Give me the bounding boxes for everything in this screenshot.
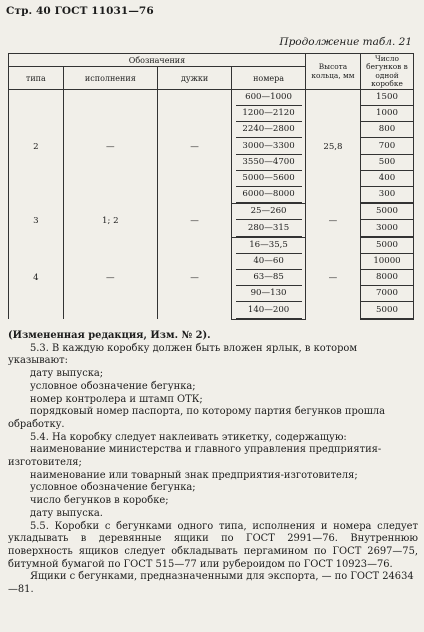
cell-number xyxy=(232,270,306,286)
number-range: 140—200 xyxy=(236,303,302,319)
text-block xyxy=(8,330,418,597)
number-range: 90—130 xyxy=(236,286,302,302)
execution-header: исполнения xyxy=(63,67,157,90)
count-value: 500 xyxy=(361,155,413,171)
cell-number xyxy=(232,286,306,302)
list-item: условное обозначение бегунка; xyxy=(30,380,196,392)
count-value: 400 xyxy=(361,171,413,187)
cell-count xyxy=(360,237,413,254)
number-range: 1200—2120 xyxy=(236,106,302,122)
cell-number xyxy=(232,106,306,122)
number-range: 3550—4700 xyxy=(236,155,302,171)
cell-number xyxy=(232,187,306,204)
cell-count xyxy=(360,204,413,221)
count-value: 10000 xyxy=(361,254,413,270)
paragraph-5-5-export: Ящики с бегунками, предназначенными для экспорта, — по ГОСТ 24634—81. xyxy=(8,571,414,596)
count-value: 5000 xyxy=(361,204,413,220)
count-value: 700 xyxy=(361,139,413,155)
number-range: 2240—2800 xyxy=(236,122,302,138)
list-item: номер контролера и штамп ОТК; xyxy=(30,393,203,405)
number-range: 5000—5600 xyxy=(236,171,302,187)
count-value: 300 xyxy=(361,187,413,203)
cell-number xyxy=(232,302,306,319)
amendment-note: (Измененная редакция, Изм. № 2). xyxy=(8,330,211,341)
cell-height: 25,8 xyxy=(305,90,360,204)
cell-count xyxy=(360,90,413,107)
table-continuation-caption: Продолжение табл. 21 xyxy=(279,36,412,48)
number-range: 40—60 xyxy=(236,254,302,270)
list-item: порядковый номер паспорта, по которому партия бегунков прошла обработку. xyxy=(8,406,386,430)
cell-type: 4 xyxy=(9,237,64,319)
cell-count xyxy=(360,106,413,122)
number-range: 600—1000 xyxy=(236,90,302,106)
count-value: 5000 xyxy=(361,303,413,319)
number-range: 280—315 xyxy=(236,221,302,237)
count-value: 8000 xyxy=(361,270,413,286)
list-item: дату выпуска; xyxy=(30,368,104,380)
paragraph-5-4: 5.4. На коробку следует наклеивать этикетку, содержащую: xyxy=(30,431,347,443)
cell-height: — xyxy=(305,237,360,319)
cell-number xyxy=(232,237,306,254)
cell-number xyxy=(232,254,306,270)
number-range: 3000—3300 xyxy=(236,139,302,155)
cell-number xyxy=(232,204,306,221)
cell-execution: 1; 2 xyxy=(63,204,157,237)
cell-number xyxy=(232,171,306,187)
cell-type: 2 xyxy=(9,90,64,204)
cell-count xyxy=(360,221,413,238)
list-item: число бегунков в коробке; xyxy=(30,495,169,507)
runner-count-header: Число бегунков в одной коробке xyxy=(360,54,413,90)
cell-number xyxy=(232,155,306,171)
count-value: 7000 xyxy=(361,286,413,302)
cell-count xyxy=(360,254,413,270)
count-value: 1000 xyxy=(361,106,413,122)
runners-table xyxy=(8,53,414,320)
cell-execution: — xyxy=(63,90,157,204)
cell-shackle: — xyxy=(158,204,232,237)
ring-height-header: Высота кольца, мм xyxy=(305,54,360,90)
count-value: 3000 xyxy=(361,221,413,237)
cell-height: — xyxy=(305,204,360,237)
cell-execution: — xyxy=(63,237,157,319)
cell-number xyxy=(232,139,306,155)
cell-shackle: — xyxy=(158,90,232,204)
cell-count xyxy=(360,187,413,204)
number-range: 63—85 xyxy=(236,270,302,286)
count-value: 1500 xyxy=(361,90,413,106)
cell-count xyxy=(360,302,413,319)
cell-count xyxy=(360,270,413,286)
page-header: Стр. 40 ГОСТ 11031—76 xyxy=(6,5,154,17)
cell-count xyxy=(360,122,413,138)
list-item: условное обозначение бегунка; xyxy=(30,482,196,494)
cell-count xyxy=(360,286,413,302)
number-range: 6000—8000 xyxy=(236,187,302,203)
list-item: наименование или товарный знак предприятия-изготовителя; xyxy=(30,469,358,481)
paragraph-5-5: 5.5. Коробки с бегунками одного типа, исполнения и номера следует укладывать в деревянные ящики по ГОСТ 2991—76. Внутреннюю поверхность ящиков следует обкладывать пергамином по ГОСТ 2697—75, битумной бумагой по ГОСТ 515—77 или рубероидом по ГОСТ 10923—76. xyxy=(8,520,418,570)
cell-count xyxy=(360,155,413,171)
cell-shackle: — xyxy=(158,237,232,319)
type-header: типа xyxy=(9,67,64,90)
cell-number xyxy=(232,221,306,238)
number-header: номера xyxy=(232,67,306,90)
list-item: наименование министерства и главного управления предприятия-изготовителя; xyxy=(8,444,382,469)
shackle-header: дужки xyxy=(158,67,232,90)
cell-count xyxy=(360,139,413,155)
designations-header: Обозначения xyxy=(9,54,306,67)
cell-number xyxy=(232,122,306,138)
number-range: 16—35,5 xyxy=(236,238,302,254)
count-value: 5000 xyxy=(361,238,413,254)
count-value: 800 xyxy=(361,122,413,138)
cell-number xyxy=(232,90,306,107)
number-range: 25—260 xyxy=(236,204,302,220)
cell-type: 3 xyxy=(9,204,64,237)
list-item: дату выпуска. xyxy=(30,507,103,519)
paragraph-5-3: 5.3. В каждую коробку должен быть вложен ярлык, в котором указывают: xyxy=(8,342,358,367)
cell-count xyxy=(360,171,413,187)
